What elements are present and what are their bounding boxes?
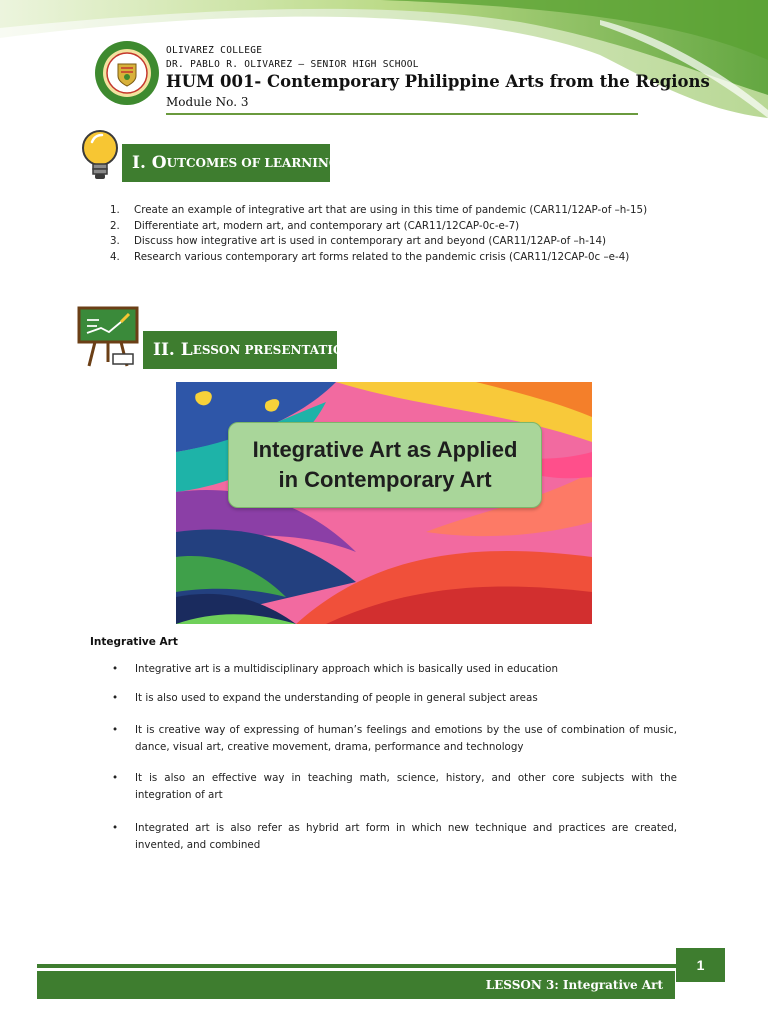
list-item bbox=[112, 722, 677, 756]
bullet-marker: • bbox=[112, 692, 119, 704]
bullet-marker: • bbox=[112, 772, 119, 784]
lesson-hero-image bbox=[176, 382, 592, 624]
lightbulb-icon bbox=[78, 128, 122, 184]
bullet-text: Integrative art is a multidisciplinary approach which is basically used in education bbox=[135, 663, 558, 675]
outcome-number: 2. bbox=[110, 219, 120, 232]
footer-rule bbox=[37, 964, 678, 968]
bullet-marker: • bbox=[112, 822, 119, 834]
course-title: HUM 001- Contemporary Philippine Arts from the Regions bbox=[166, 72, 710, 91]
page-number-box bbox=[676, 948, 725, 982]
outcome-text: Discuss how integrative art is used in contemporary art and beyond (CAR11/12AP-of –h-14) bbox=[134, 235, 607, 247]
outcome-item bbox=[110, 250, 647, 266]
list-item bbox=[112, 820, 677, 854]
footer-lesson-band bbox=[37, 971, 675, 999]
outcome-number: 3. bbox=[110, 235, 120, 247]
chalkboard-icon bbox=[77, 306, 141, 370]
list-item bbox=[112, 770, 677, 804]
hero-title-line1: Integrative Art as Applied bbox=[252, 437, 518, 462]
section-outcomes-banner bbox=[122, 144, 340, 182]
outcome-item bbox=[110, 219, 647, 235]
list-item bbox=[112, 661, 677, 678]
section-outcomes-prefix: I. O bbox=[132, 153, 167, 173]
section-outcomes-title: UTCOMES OF LEARNING bbox=[166, 156, 340, 170]
header-divider bbox=[166, 113, 638, 115]
department-name: DR. PABLO R. OLIVAREZ – SENIOR HIGH SCHOOL bbox=[166, 59, 419, 70]
footer-lesson-label: LESSON 3: Integrative Art bbox=[485, 978, 663, 992]
bullet-text: It is also an effective way in teaching math, science, history, and other core subjects with the integration of art bbox=[135, 772, 677, 801]
outcome-item bbox=[110, 203, 647, 219]
integrative-art-heading: Integrative Art bbox=[90, 636, 178, 648]
outcomes-list bbox=[110, 203, 647, 265]
outcome-text: Create an example of integrative art that are using in this time of pandemic (CAR11/12AP-of –h-15) bbox=[134, 204, 648, 216]
section-lesson-title: ESSON PRESENTATION bbox=[192, 343, 355, 357]
bullet-marker: • bbox=[112, 663, 119, 675]
list-item bbox=[112, 690, 677, 707]
hero-title-box bbox=[228, 422, 542, 508]
outcome-number: 4. bbox=[110, 250, 120, 263]
page-number: 1 bbox=[696, 957, 705, 973]
outcome-number: 1. bbox=[110, 204, 120, 216]
outcome-text: Research various contemporary art forms related to the pandemic crisis (CAR11/12CAP-0c –e-4) bbox=[134, 250, 630, 263]
bullet-text: Integrated art is also refer as hybrid art form in which new technique and practices are created, invented, and combined bbox=[135, 822, 677, 851]
bullet-marker: • bbox=[112, 724, 119, 736]
bullet-text: It is also used to expand the understanding of people in general subject areas bbox=[135, 692, 538, 704]
outcome-item bbox=[110, 234, 647, 250]
school-name: OLIVAREZ COLLEGE bbox=[166, 45, 263, 56]
hero-title-line2: in Contemporary Art bbox=[278, 467, 492, 492]
module-number: Module No. 3 bbox=[166, 95, 249, 109]
college-seal-logo bbox=[94, 40, 160, 106]
section-lesson-banner bbox=[143, 331, 355, 369]
outcome-text: Differentiate art, modern art, and contemporary art (CAR11/12CAP-0c-e-7) bbox=[134, 219, 520, 232]
section-lesson-prefix: II. L bbox=[153, 340, 193, 360]
bullet-text: It is creative way of expressing of human’s feelings and emotions by the use of combination of music, dance, visual art, creative movement, drama, performance and technology bbox=[135, 724, 677, 753]
